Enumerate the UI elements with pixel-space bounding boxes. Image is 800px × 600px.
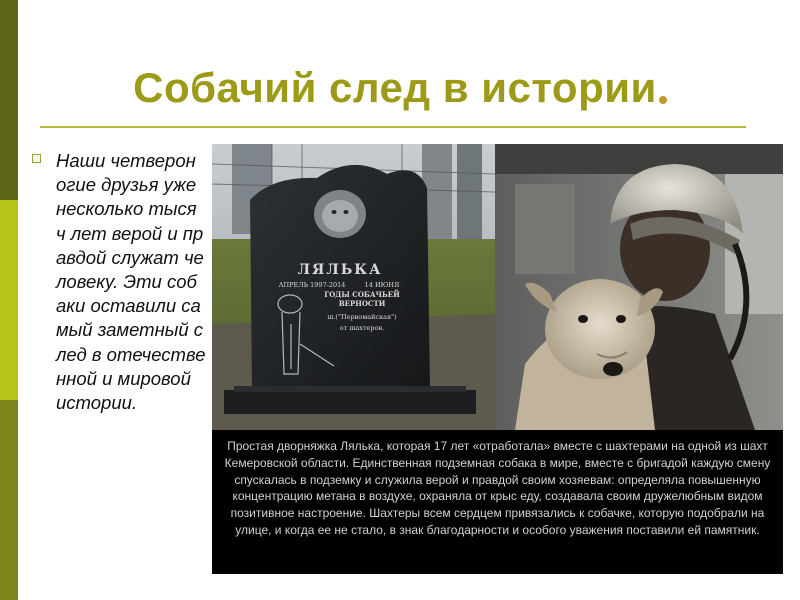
title-underline (40, 126, 746, 128)
photo-caption: Простая дворняжка Лялька, которая 17 лет «отработала» вместе с шахтерами на одной из шахт Кемеровской области. Единственная подземная собака в мире, вместе с бригадой каждую смену спускалась в подземку и служила верой и правдой своим хозяевам: определяла повышенную концентрацию метана в воздухе, охраняла от крыс еду, создавала своим дружелюбным видом позитивное настроение. Шахтеры всем сердцем привязались к собачке, которую подобрали на улице, и когда ее не стало, в знак благодарности и особого уважения поставили ей памятник. (224, 439, 771, 537)
monument-photo (212, 144, 495, 430)
title-dot-icon (659, 96, 667, 104)
miner-with-dog-photo (495, 144, 783, 430)
accent-bar-top (0, 0, 18, 200)
left-accent-bar (0, 0, 18, 600)
slide-title-container (40, 64, 760, 112)
monument-line2: ВЕРНОСТИ (338, 299, 386, 308)
slide-title: Собачий след в истории (133, 64, 657, 111)
monument-dates-left: АПРЕЛЬ 1997-2014 (278, 281, 346, 289)
bullet-square-icon (32, 154, 41, 163)
memorial-photo-composite (212, 144, 783, 574)
monument-line3: ш.("Первомайская") (327, 313, 397, 321)
photo-caption-box (212, 430, 783, 574)
monument-dates-right: 14 ИЮНЯ (364, 281, 400, 289)
monument-name: ЛЯЛЬКА (297, 262, 383, 278)
accent-bar-bottom (0, 400, 18, 600)
accent-bar-middle (0, 200, 18, 400)
monument-line1: ГОДЫ СОБАЧЬЕЙ (324, 290, 400, 299)
slide-body-text: Наши четвероногие друзья уже несколько тысяч лет верой и правдой служат человеку. Эти собаки оставили самый заметный след в отечественной и мировой истории. (56, 150, 206, 414)
monument-line4: от шахтеров. (339, 324, 385, 332)
